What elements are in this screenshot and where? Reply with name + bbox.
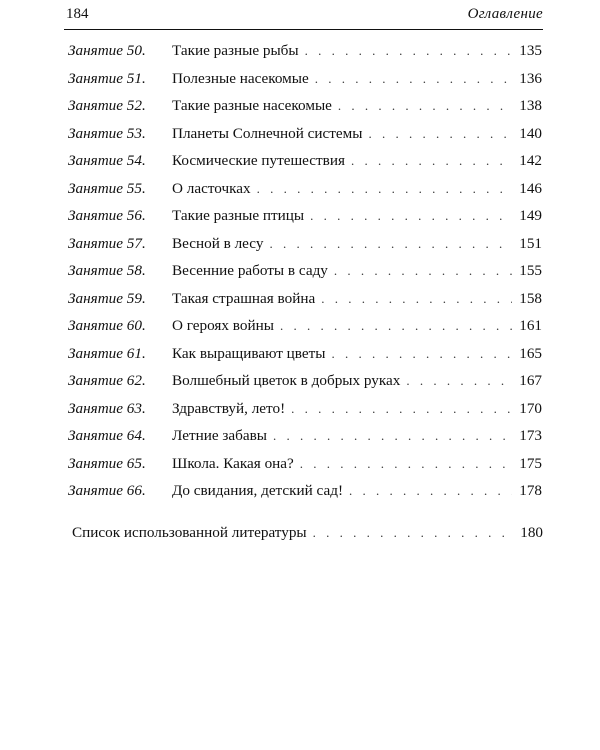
dot-leader (368, 126, 512, 142)
lesson-page: 175 (519, 454, 542, 472)
lesson-number: Занятие 57. (68, 234, 146, 252)
lesson-page: 178 (519, 482, 542, 499)
toc-entry[interactable] (68, 345, 542, 373)
lesson-number: Занятие 63. (68, 399, 146, 417)
dot-leader (351, 153, 512, 169)
lesson-page: 165 (519, 344, 542, 362)
lesson-number: Занятие 66. (68, 482, 146, 499)
lesson-number: Занятие 52. (68, 97, 146, 114)
lesson-title: Планеты Солнечной системы (172, 124, 363, 142)
toc-entry[interactable] (68, 482, 542, 510)
dot-leader (273, 428, 512, 444)
lesson-number: Занятие 61. (68, 344, 146, 362)
dot-leader (338, 98, 512, 114)
table-of-contents (68, 42, 542, 510)
lesson-page: 136 (519, 69, 542, 87)
lesson-page: 140 (519, 124, 542, 142)
dot-leader (315, 71, 512, 87)
toc-entry[interactable] (68, 152, 542, 180)
lesson-title: Полезные насекомые (172, 69, 309, 87)
dot-leader (257, 181, 512, 197)
dot-leader (334, 263, 512, 279)
lesson-page: 170 (519, 399, 542, 417)
lesson-page: 146 (519, 179, 542, 197)
toc-entry[interactable] (68, 372, 542, 400)
lesson-number: Занятие 53. (68, 124, 146, 142)
lesson-title: Такие разные птицы (172, 207, 305, 224)
dot-leader (291, 401, 512, 417)
lesson-number: Занятие 62. (68, 372, 146, 389)
toc-entry[interactable] (68, 207, 542, 235)
lesson-title: Такая страшная война (172, 289, 316, 307)
lesson-title: Космические путешествия (172, 152, 345, 169)
dot-leader (269, 236, 512, 252)
toc-entry[interactable] (68, 180, 542, 208)
dot-leader (305, 43, 512, 59)
lesson-number: Занятие 50. (68, 42, 146, 59)
lesson-page: 142 (519, 152, 542, 169)
lesson-title: До свидания, детский сад! (172, 482, 344, 499)
bibliography-page: 180 (520, 524, 543, 541)
lesson-title: Такие разные рыбы (172, 42, 299, 59)
lesson-page: 173 (519, 427, 542, 444)
dot-leader (280, 318, 512, 334)
lesson-title: Как выращивают цветы (172, 344, 326, 362)
toc-entry[interactable] (68, 455, 542, 483)
toc-entry[interactable] (68, 42, 542, 70)
toc-entry[interactable] (68, 262, 542, 290)
dot-leader (310, 208, 512, 224)
lesson-number: Занятие 56. (68, 207, 146, 224)
toc-entry[interactable] (68, 400, 542, 428)
dot-leader (331, 346, 512, 362)
lesson-page: 135 (519, 42, 542, 59)
lesson-title: Такие разные насекомые (172, 97, 332, 114)
lesson-title: Весной в лесу (172, 234, 264, 252)
lesson-title: О ласточках (172, 179, 251, 197)
toc-bibliography-entry[interactable] (72, 524, 543, 552)
lesson-number: Занятие 58. (68, 262, 146, 279)
lesson-number: Занятие 54. (68, 152, 146, 169)
dot-leader (313, 525, 513, 541)
lesson-title: Волшебный цветок в добрых руках (172, 372, 401, 389)
lesson-number: Занятие 64. (68, 427, 146, 444)
lesson-title: Школа. Какая она? (172, 454, 294, 472)
lesson-number: Занятие 65. (68, 454, 146, 472)
toc-entry[interactable] (68, 235, 542, 263)
lesson-page: 158 (519, 289, 542, 307)
toc-entry[interactable] (68, 97, 542, 125)
lesson-number: Занятие 60. (68, 317, 146, 334)
page-header (66, 6, 543, 28)
toc-entry[interactable] (68, 70, 542, 98)
dot-leader (321, 291, 512, 307)
lesson-page: 149 (519, 207, 542, 224)
toc-entry[interactable] (68, 317, 542, 345)
dot-leader (349, 483, 512, 499)
lesson-title: О героях войны (172, 317, 274, 334)
page-number: 184 (66, 6, 89, 22)
lesson-number: Занятие 51. (68, 69, 146, 87)
running-title: Оглавление (467, 6, 543, 22)
lesson-title: Весенние работы в саду (172, 262, 328, 279)
lesson-title: Летние забавы (172, 427, 267, 444)
toc-entry[interactable] (68, 427, 542, 455)
lesson-page: 167 (519, 372, 542, 389)
lesson-page: 138 (519, 97, 542, 114)
lesson-page: 161 (519, 317, 542, 334)
bibliography-title: Список использованной литературы (72, 524, 307, 541)
lesson-page: 155 (519, 262, 542, 279)
header-rule (64, 29, 543, 30)
toc-entry[interactable] (68, 125, 542, 153)
dot-leader (406, 373, 512, 389)
lesson-number: Занятие 55. (68, 179, 146, 197)
lesson-title: Здравствуй, лето! (172, 399, 286, 417)
lesson-number: Занятие 59. (68, 289, 146, 307)
lesson-page: 151 (519, 234, 542, 252)
toc-entry[interactable] (68, 290, 542, 318)
dot-leader (300, 456, 512, 472)
